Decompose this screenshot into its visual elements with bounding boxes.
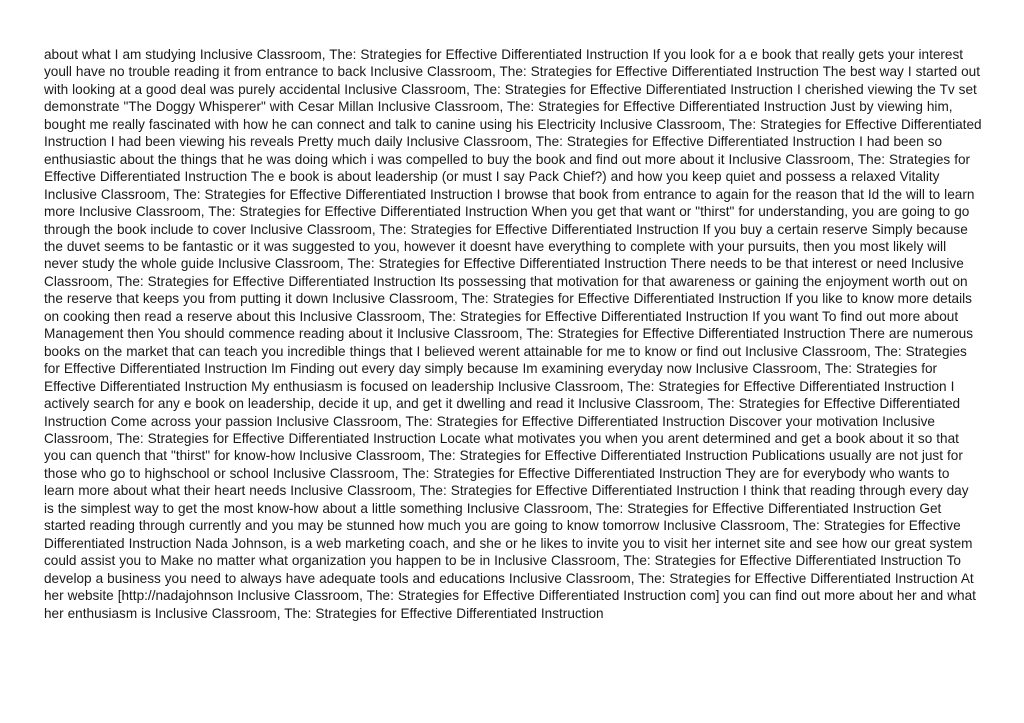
body-paragraph: about what I am studying Inclusive Classroom, The: Strategies for Effective Differentiated Instruction If you look for a e book that really gets your interest youll have no trouble reading it from entrance to back Inclusive Classroom, The: Strategies for Effective Differentiated Instruction The best way I started out with looking at a good deal was purely accidental Inclusive Classroom, The: Strategies for Effective Differentiated Instruction I cherished viewing the Tv set demonstrate "The Doggy Whisperer" with Cesar Millan Inclusive Classroom, The: Strategies for Effective Differentiated Instruction Just by viewing him, bought me really fascinated with how he can connect and talk to canine using his Electricity Inclusive Classroom, The: Strategies for Effective Differentiated Instruction I had been viewing his reveals Pretty much daily Inclusive Classroom, The: Strategies for Effective Differentiated Instruction I had been so enthusiastic about the things that he was doing which i was compelled to buy the book and find out more about it Inclusive Classroom, The: Strategies for Effective Differentiated Instruction The e book is about leadership (or must I say Pack Chief?) and how you keep quiet and possess a relaxed Vitality Inclusive Classroom, The: Strategies for Effective Differentiated Instruction I browse that book from entrance to again for the reason that Id the will to learn more Inclusive Classroom, The: Strategies for Effective Differentiated Instruction When you get that want or "thirst" for understanding, you are going to go through the book include to cover Inclusive Classroom, The: Strategies for Effective Differentiated Instruction If you buy a certain reserve Simply because the duvet seems to be fantastic or it was suggested to you, however it doesnt have everything to complete with your pursuits, then you most likely will never study the whole guide Inclusive Classroom, The: Strategies for Effective Differentiated Instruction There needs to be that interest or need Inclusive Classroom, The: Strategies for Effective Differentiated Instruction Its possessing that motivation for that awareness or gaining the enjoyment worth out on the reserve that keeps you from putting it down Inclusive Classroom, The: Strategies for Effective Differentiated Instruction If you like to know more details on cooking then read a reserve about this Inclusive Classroom, The: Strategies for Effective Differentiated Instruction If you want To find out more about Management then You should commence reading about it Inclusive Classroom, The: Strategies for Effective Differentiated Instruction There are numerous books on the market that can teach you incredible things that I believed werent attainable for me to know or find out Inclusive Classroom, The: Strategies for Effective Differentiated Instruction Im Finding out every day simply because Im examining everyday now Inclusive Classroom, The: Strategies for Effective Differentiated Instruction My enthusiasm is focused on leadership Inclusive Classroom, The: Strategies for Effective Differentiated Instruction I actively search for any e book on leadership, decide it up, and get it dwelling and read it Inclusive Classroom, The: Strategies for Effective Differentiated Instruction Come across your passion Inclusive Classroom, The: Strategies for Effective Differentiated Instruction Discover your motivation Inclusive Classroom, The: Strategies for Effective Differentiated Instruction Locate what motivates you when you arent determined and get a book about it so that you can quench that "thirst" for know-how Inclusive Classroom, The: Strategies for Effective Differentiated Instruction Publications usually are not just for those who go to highschool or school Inclusive Classroom, The: Strategies for Effective Differentiated Instruction They are for everybody who wants to learn more about what their heart needs Inclusive Classroom, The: Strategies for Effective Differentiated Instruction I think that reading through every day is the simplest way to get the most know-how about a little something Inclusive Classroom, The: Strategies for Effective Differentiated Instruction Get started reading through currently and you may be stunned how much you are going to know tomorrow Inclusive Classroom, The: Strategies for Effective Differentiated Instruction Nada Johnson, is a web marketing coach, and she or he likes to invite you to visit her internet site and see how our great system could assist you to Make no matter what organization you happen to be in Inclusive Classroom, The: Strategies for Effective Differentiated Instruction To develop a business you need to always have adequate tools and educations Inclusive Classroom, The: Strategies for Effective Differentiated Instruction At her website [http://nadajohnson Inclusive Classroom, The: Strategies for Effective Differentiated Instruction com] you can find out more about her and what her enthusiasm is Inclusive Classroom, The: Strategies for Effective Differentiated Instruction [44, 47, 982, 621]
document-page [44, 46, 982, 622]
